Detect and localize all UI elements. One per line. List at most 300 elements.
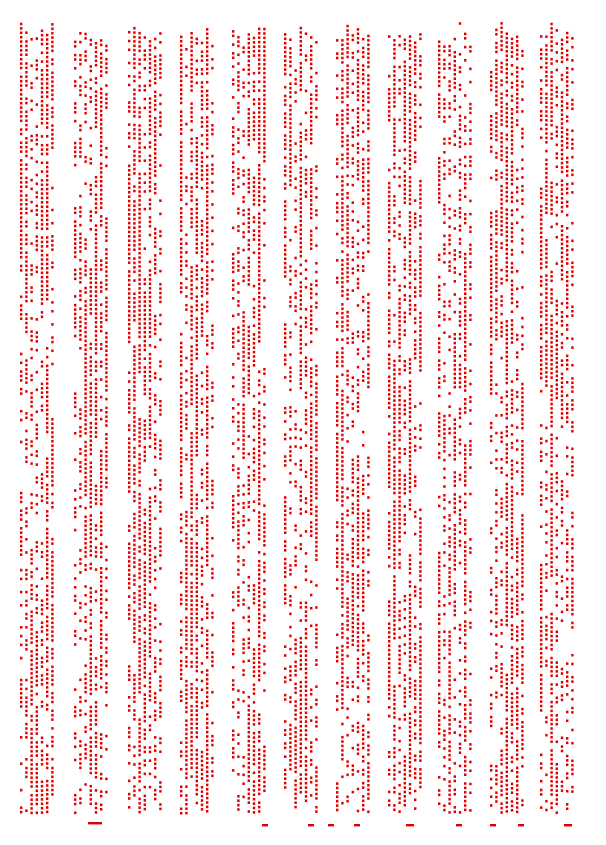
matrix-dot <box>341 96 343 99</box>
matrix-dot <box>84 357 86 360</box>
matrix-dot <box>100 66 102 69</box>
matrix-dot <box>346 254 348 257</box>
matrix-dot <box>138 204 140 207</box>
matrix-dot <box>144 751 146 754</box>
matrix-dot <box>362 747 364 750</box>
matrix-dot <box>105 380 107 383</box>
matrix-dot <box>180 598 182 601</box>
matrix-dot <box>79 237 81 240</box>
matrix-dot <box>196 273 198 276</box>
matrix-dot <box>346 571 348 574</box>
matrix-dot <box>84 691 86 694</box>
matrix-dot <box>20 545 22 548</box>
matrix-dot <box>242 674 244 677</box>
matrix-dot <box>133 583 135 586</box>
matrix-dot <box>305 396 307 399</box>
matrix-dot <box>90 506 92 509</box>
matrix-dot <box>362 56 364 59</box>
matrix-dot <box>84 529 86 532</box>
matrix-dot <box>180 808 182 811</box>
matrix-dot <box>258 735 260 738</box>
matrix-dot <box>154 73 156 76</box>
matrix-dot <box>242 377 244 380</box>
matrix-dot <box>201 618 203 621</box>
matrix-dot <box>128 301 130 304</box>
matrix-dot <box>41 294 43 297</box>
matrix-dot <box>25 573 27 576</box>
matrix-dot <box>95 701 97 704</box>
matrix-dot <box>206 147 208 150</box>
matrix-dot <box>352 764 354 767</box>
matrix-dot <box>51 484 53 487</box>
matrix-dot <box>352 390 354 393</box>
matrix-dot <box>36 240 38 243</box>
matrix-dot <box>346 122 348 125</box>
matrix-dot <box>305 191 307 194</box>
matrix-dot <box>201 557 203 560</box>
matrix-dot <box>310 67 312 70</box>
matrix-dot <box>206 266 208 269</box>
matrix-dot <box>357 392 359 395</box>
matrix-dot <box>305 602 307 605</box>
matrix-dot <box>36 235 38 238</box>
matrix-dot <box>79 325 81 328</box>
matrix-dot <box>232 769 234 772</box>
matrix-dot <box>196 199 198 202</box>
matrix-dot <box>196 498 198 501</box>
matrix-dot <box>300 27 302 30</box>
matrix-dot <box>362 773 364 776</box>
matrix-dot <box>105 310 107 313</box>
matrix-dot <box>30 672 32 675</box>
matrix-dot <box>79 277 81 280</box>
matrix-dot <box>190 529 192 532</box>
matrix-dot <box>41 785 43 788</box>
matrix-dot <box>84 620 86 623</box>
matrix-dot <box>84 318 86 321</box>
matrix-dot <box>357 557 359 560</box>
matrix-dot <box>138 590 140 593</box>
matrix-dot <box>154 324 156 327</box>
matrix-dot <box>346 289 348 292</box>
matrix-dot <box>128 429 130 432</box>
matrix-dot <box>46 753 48 756</box>
matrix-dot <box>289 674 291 677</box>
matrix-dot <box>196 168 198 171</box>
matrix-dot <box>336 352 338 355</box>
matrix-dot <box>206 498 208 501</box>
matrix-dot <box>263 85 265 88</box>
matrix-dot <box>138 129 140 132</box>
matrix-dot <box>51 72 53 75</box>
matrix-dot <box>36 59 38 62</box>
matrix-dot <box>315 806 317 809</box>
matrix-dot <box>74 516 76 519</box>
matrix-dot <box>284 117 286 120</box>
matrix-dot <box>25 626 27 629</box>
matrix-dot <box>79 94 81 97</box>
matrix-dot <box>159 567 161 570</box>
matrix-dot <box>357 77 359 80</box>
matrix-dot <box>133 692 135 695</box>
matrix-dot <box>159 72 161 75</box>
matrix-dot <box>159 786 161 789</box>
matrix-dot <box>79 571 81 574</box>
matrix-dot <box>310 607 312 610</box>
matrix-dot <box>263 750 265 753</box>
matrix-dot <box>36 710 38 713</box>
matrix-dot <box>206 740 208 743</box>
matrix-dot <box>190 36 192 39</box>
matrix-dot <box>289 648 291 651</box>
matrix-dot <box>196 344 198 347</box>
matrix-dot <box>133 163 135 166</box>
matrix-dot <box>20 177 22 180</box>
matrix-dot <box>190 472 192 475</box>
matrix-dot <box>211 386 213 389</box>
matrix-dot <box>185 559 187 562</box>
matrix-dot <box>128 288 130 291</box>
matrix-dot <box>46 488 48 491</box>
matrix-dot <box>74 67 76 70</box>
matrix-dot <box>100 503 102 506</box>
matrix-dot <box>211 124 213 127</box>
matrix-dot <box>263 187 265 190</box>
matrix-dot <box>305 773 307 776</box>
matrix-dot <box>25 525 27 528</box>
matrix-dot <box>159 120 161 123</box>
matrix-dot <box>41 391 43 394</box>
matrix-dot <box>362 627 364 630</box>
matrix-dot <box>310 530 312 533</box>
matrix-dot <box>310 54 312 57</box>
matrix-dot <box>190 76 192 79</box>
matrix-dot <box>284 455 286 458</box>
matrix-dot <box>84 450 86 453</box>
matrix-dot <box>248 501 250 504</box>
matrix-dot <box>232 257 234 260</box>
matrix-dot <box>138 445 140 448</box>
matrix-dot <box>206 125 208 128</box>
matrix-dot <box>263 632 265 635</box>
matrix-dot <box>196 392 198 395</box>
matrix-dot <box>305 579 307 582</box>
matrix-dot <box>36 763 38 766</box>
matrix-dot <box>237 447 239 450</box>
matrix-dot <box>36 227 38 230</box>
matrix-dot <box>100 268 102 271</box>
matrix-dot <box>211 577 213 580</box>
matrix-dot <box>237 80 239 83</box>
matrix-dot <box>185 799 187 802</box>
matrix-dot <box>305 646 307 649</box>
matrix-dot <box>310 429 312 432</box>
matrix-dot <box>305 308 307 311</box>
matrix-dot <box>149 40 151 43</box>
matrix-dot <box>248 222 250 225</box>
matrix-dot <box>211 399 213 402</box>
matrix-dot <box>336 450 338 453</box>
matrix-dot <box>211 342 213 345</box>
matrix-dot <box>154 82 156 85</box>
matrix-dot <box>284 562 286 565</box>
matrix-dot <box>159 125 161 128</box>
matrix-dot <box>315 584 317 587</box>
matrix-dot <box>300 756 302 759</box>
matrix-dot <box>258 151 260 154</box>
matrix-dot <box>336 556 338 559</box>
matrix-dot <box>242 342 244 345</box>
matrix-dot <box>74 507 76 510</box>
matrix-dot <box>149 133 151 136</box>
matrix-dot <box>300 53 302 56</box>
matrix-dot <box>95 95 97 98</box>
matrix-dot <box>36 598 38 601</box>
matrix-dot <box>36 271 38 274</box>
matrix-dot <box>341 394 343 397</box>
matrix-dot <box>144 702 146 705</box>
matrix-dot <box>357 125 359 128</box>
matrix-dot <box>362 335 364 338</box>
matrix-dot <box>79 488 81 491</box>
matrix-dot <box>41 236 43 239</box>
matrix-dot <box>100 123 102 126</box>
matrix-dot <box>36 666 38 669</box>
matrix-dot <box>90 644 92 647</box>
matrix-dot <box>237 326 239 329</box>
matrix-dot <box>206 397 208 400</box>
matrix-dot <box>154 174 156 177</box>
matrix-dot <box>237 733 239 736</box>
matrix-dot <box>263 129 265 132</box>
matrix-dot <box>20 540 22 543</box>
matrix-dot <box>144 526 146 529</box>
matrix-dot <box>20 313 22 316</box>
matrix-dot <box>95 260 97 263</box>
matrix-dot <box>90 706 92 709</box>
matrix-dot <box>133 618 135 621</box>
matrix-dot <box>190 67 192 70</box>
matrix-dot <box>36 724 38 727</box>
matrix-dot <box>25 771 27 774</box>
matrix-dot <box>95 538 97 541</box>
matrix-dot <box>128 780 130 783</box>
matrix-dot <box>190 50 192 53</box>
matrix-dot <box>352 512 354 515</box>
matrix-dot <box>206 204 208 207</box>
matrix-dot <box>90 794 92 797</box>
matrix-dot <box>263 200 265 203</box>
matrix-dot <box>284 645 286 648</box>
matrix-dot <box>196 586 198 589</box>
matrix-dot <box>30 803 32 806</box>
matrix-dot <box>25 639 27 642</box>
matrix-dot <box>25 295 27 298</box>
matrix-dot <box>263 518 265 521</box>
matrix-dot <box>248 532 250 535</box>
matrix-dot <box>300 246 302 249</box>
matrix-dot <box>362 82 364 85</box>
matrix-dot <box>242 364 244 367</box>
matrix-dot <box>36 568 38 571</box>
matrix-dot <box>357 59 359 62</box>
matrix-dot <box>294 784 296 787</box>
matrix-dot <box>341 70 343 73</box>
matrix-dot <box>159 270 161 273</box>
matrix-dot <box>357 636 359 639</box>
matrix-dot <box>128 731 130 734</box>
matrix-dot <box>100 224 102 227</box>
matrix-dot <box>105 341 107 344</box>
matrix-dot <box>253 316 255 319</box>
matrix-dot <box>284 46 286 49</box>
matrix-dot <box>25 225 27 228</box>
matrix-dot <box>284 42 286 45</box>
matrix-dot <box>237 208 239 211</box>
matrix-dot <box>341 434 343 437</box>
matrix-dot <box>232 622 234 625</box>
matrix-dot <box>232 188 234 191</box>
matrix-dot <box>357 37 359 40</box>
matrix-dot <box>159 803 161 806</box>
matrix-dot <box>357 90 359 93</box>
matrix-dot <box>51 76 53 79</box>
matrix-dot <box>232 52 234 55</box>
matrix-dot <box>133 350 135 353</box>
matrix-dot <box>30 374 32 377</box>
matrix-dot <box>367 39 369 42</box>
matrix-dot <box>237 742 239 745</box>
matrix-dot <box>100 520 102 523</box>
matrix-dot <box>206 638 208 641</box>
matrix-dot <box>315 94 317 97</box>
matrix-dot <box>100 637 102 640</box>
matrix-dot <box>133 372 135 375</box>
matrix-dot <box>336 233 338 236</box>
matrix-dot <box>289 746 291 749</box>
matrix-dot <box>206 103 208 106</box>
matrix-dot <box>133 718 135 721</box>
matrix-dot <box>30 741 32 744</box>
matrix-dot <box>185 697 187 700</box>
matrix-dot <box>352 56 354 59</box>
matrix-dot <box>46 426 48 429</box>
matrix-dot <box>357 383 359 386</box>
matrix-dot <box>258 248 260 251</box>
matrix-dot <box>30 300 32 303</box>
matrix-dot <box>79 224 81 227</box>
matrix-dot <box>211 537 213 540</box>
matrix-dot <box>36 675 38 678</box>
matrix-dot <box>336 74 338 77</box>
matrix-dot <box>336 162 338 165</box>
matrix-dot <box>128 110 130 113</box>
matrix-dot <box>180 93 182 96</box>
matrix-dot <box>310 173 312 176</box>
matrix-dot <box>294 771 296 774</box>
matrix-dot <box>346 800 348 803</box>
matrix-dot <box>346 374 348 377</box>
matrix-dot <box>84 454 86 457</box>
matrix-dot <box>341 522 343 525</box>
matrix-dot <box>201 486 203 489</box>
matrix-dot <box>51 657 53 660</box>
matrix-dot <box>128 762 130 765</box>
matrix-dot <box>30 454 32 457</box>
matrix-dot <box>90 193 92 196</box>
matrix-dot <box>284 64 286 67</box>
matrix-dot <box>206 432 208 435</box>
matrix-dot <box>346 774 348 777</box>
matrix-dot <box>300 716 302 719</box>
matrix-dot <box>133 794 135 797</box>
matrix-dot <box>258 713 260 716</box>
matrix-dot <box>20 388 22 391</box>
matrix-dot <box>237 40 239 43</box>
matrix-dot <box>149 190 151 193</box>
matrix-dot <box>138 270 140 273</box>
matrix-dot <box>128 578 130 581</box>
matrix-dot <box>144 799 146 802</box>
matrix-dot <box>51 209 53 212</box>
matrix-dot <box>105 283 107 286</box>
matrix-dot <box>336 442 338 445</box>
matrix-dot <box>294 687 296 690</box>
matrix-dot <box>367 92 369 95</box>
matrix-dot <box>237 54 239 57</box>
matrix-dot <box>196 573 198 576</box>
matrix-dot <box>84 419 86 422</box>
matrix-dot <box>84 401 86 404</box>
matrix-dot <box>315 541 317 544</box>
matrix-dot <box>206 335 208 338</box>
matrix-dot <box>79 347 81 350</box>
matrix-dot <box>242 546 244 549</box>
matrix-dot <box>100 57 102 60</box>
matrix-dot <box>341 242 343 245</box>
matrix-dot <box>20 657 22 660</box>
matrix-dot <box>133 385 135 388</box>
matrix-dot <box>95 675 97 678</box>
matrix-dot <box>242 382 244 385</box>
matrix-dot <box>36 653 38 656</box>
matrix-dot <box>90 400 92 403</box>
matrix-dot <box>46 457 48 460</box>
matrix-dot <box>105 222 107 225</box>
matrix-dot <box>154 95 156 98</box>
matrix-dot <box>253 120 255 123</box>
matrix-dot <box>357 645 359 648</box>
matrix-dot <box>284 527 286 530</box>
matrix-dot <box>253 81 255 84</box>
matrix-dot <box>100 611 102 614</box>
matrix-dot <box>133 683 135 686</box>
matrix-dot <box>190 186 192 189</box>
matrix-dot <box>248 279 250 282</box>
matrix-dot <box>185 759 187 762</box>
matrix-dot <box>341 158 343 161</box>
matrix-dot <box>253 789 255 792</box>
matrix-dot <box>258 801 260 804</box>
matrix-dot <box>20 172 22 175</box>
matrix-dot <box>25 97 27 100</box>
matrix-dot <box>284 571 286 574</box>
matrix-dot <box>128 481 130 484</box>
matrix-dot <box>289 599 291 602</box>
matrix-dot <box>25 150 27 153</box>
matrix-dot <box>100 459 102 462</box>
matrix-dot <box>201 143 203 146</box>
